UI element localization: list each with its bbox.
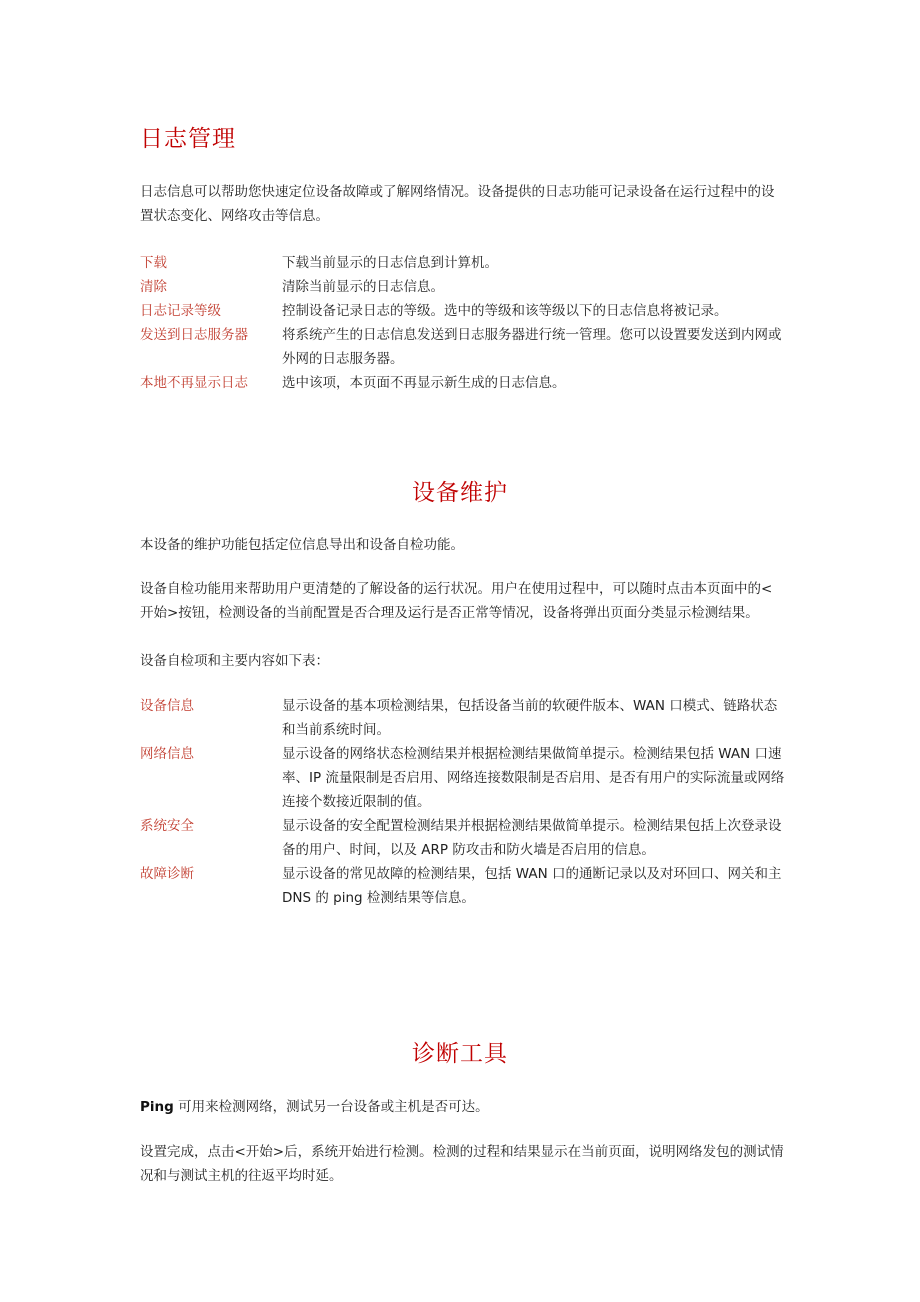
definition-term: 下载 bbox=[140, 255, 167, 271]
selfcheck-definition-list bbox=[140, 694, 785, 910]
definition-row bbox=[140, 814, 785, 862]
definition-desc: 显示设备的网络状态检测结果并根据检测结果做简单提示。检测结果包括 WAN 口速率、IP 流量限制是否启用、网络连接数限制是否启用、是否有用户的实际流量或网络连接个数接近限制的值。 bbox=[282, 746, 785, 810]
definition-row bbox=[140, 694, 785, 742]
definition-row bbox=[140, 299, 785, 323]
definition-desc: 控制设备记录日志的等级。选中的等级和该等级以下的日志信息将被记录。 bbox=[282, 303, 728, 319]
definition-term: 日志记录等级 bbox=[140, 303, 221, 319]
diagnostic-section-title: 诊断工具 bbox=[412, 1041, 508, 1067]
definition-term: 设备信息 bbox=[140, 698, 194, 714]
maintenance-para-3: 设备自检项和主要内容如下表： bbox=[140, 653, 329, 669]
definition-desc: 下载当前显示的日志信息到计算机。 bbox=[282, 255, 498, 271]
definition-row bbox=[140, 742, 785, 814]
diagnostic-para-2: 设置完成，点击<开始>后，系统开始进行检测。检测的过程和结果显示在当前页面，说明网络发包的测试情况和与测试主机的往返平均时延。 bbox=[140, 1144, 784, 1184]
ping-desc: 可用来检测网络，测试另一台设备或主机是否可达。 bbox=[173, 1099, 489, 1115]
definition-desc: 选中该项，本页面不再显示新生成的日志信息。 bbox=[282, 375, 566, 391]
definition-term: 清除 bbox=[140, 279, 167, 295]
diagnostic-para-1 bbox=[140, 1095, 785, 1119]
maintenance-section-title: 设备维护 bbox=[412, 480, 508, 506]
definition-term: 系统安全 bbox=[140, 818, 194, 834]
definition-desc: 显示设备的安全配置检测结果并根据检测结果做简单提示。检测结果包括上次登录设备的用户、时间，以及 ARP 防攻击和防火墙是否启用的信息。 bbox=[282, 818, 782, 858]
log-section-title: 日志管理 bbox=[140, 126, 236, 152]
maintenance-para-2: 设备自检功能用来帮助用户更清楚的了解设备的运行状况。用户在使用过程中，可以随时点击本页面中的<开始>按钮，检测设备的当前配置是否合理及运行是否正常等情况，设备将弹出页面分类显示检测结果。 bbox=[140, 581, 773, 621]
maintenance-para-1: 本设备的维护功能包括定位信息导出和设备自检功能。 bbox=[140, 537, 464, 553]
definition-desc: 将系统产生的日志信息发送到日志服务器进行统一管理。您可以设置要发送到内网或外网的日志服务器。 bbox=[282, 327, 782, 367]
definition-desc: 清除当前显示的日志信息。 bbox=[282, 279, 444, 295]
log-definition-list bbox=[140, 251, 785, 395]
definition-term: 网络信息 bbox=[140, 746, 194, 762]
definition-row bbox=[140, 251, 785, 275]
definition-term: 故障诊断 bbox=[140, 866, 194, 882]
definition-term: 本地不再显示日志 bbox=[140, 375, 248, 391]
definition-row bbox=[140, 862, 785, 910]
log-section-intro: 日志信息可以帮助您快速定位设备故障或了解网络情况。设备提供的日志功能可记录设备在运行过程中的设置状态变化、网络攻击等信息。 bbox=[140, 184, 775, 224]
definition-desc: 显示设备的基本项检测结果，包括设备当前的软硬件版本、WAN 口模式、链路状态和当前系统时间。 bbox=[282, 698, 778, 738]
ping-term: Ping bbox=[140, 1099, 174, 1115]
definition-desc: 显示设备的常见故障的检测结果，包括 WAN 口的通断记录以及对环回口、网关和主 DNS 的 ping 检测结果等信息。 bbox=[282, 866, 782, 906]
definition-term: 发送到日志服务器 bbox=[140, 327, 248, 343]
definition-row bbox=[140, 323, 785, 371]
definition-row bbox=[140, 371, 785, 395]
definition-row bbox=[140, 275, 785, 299]
